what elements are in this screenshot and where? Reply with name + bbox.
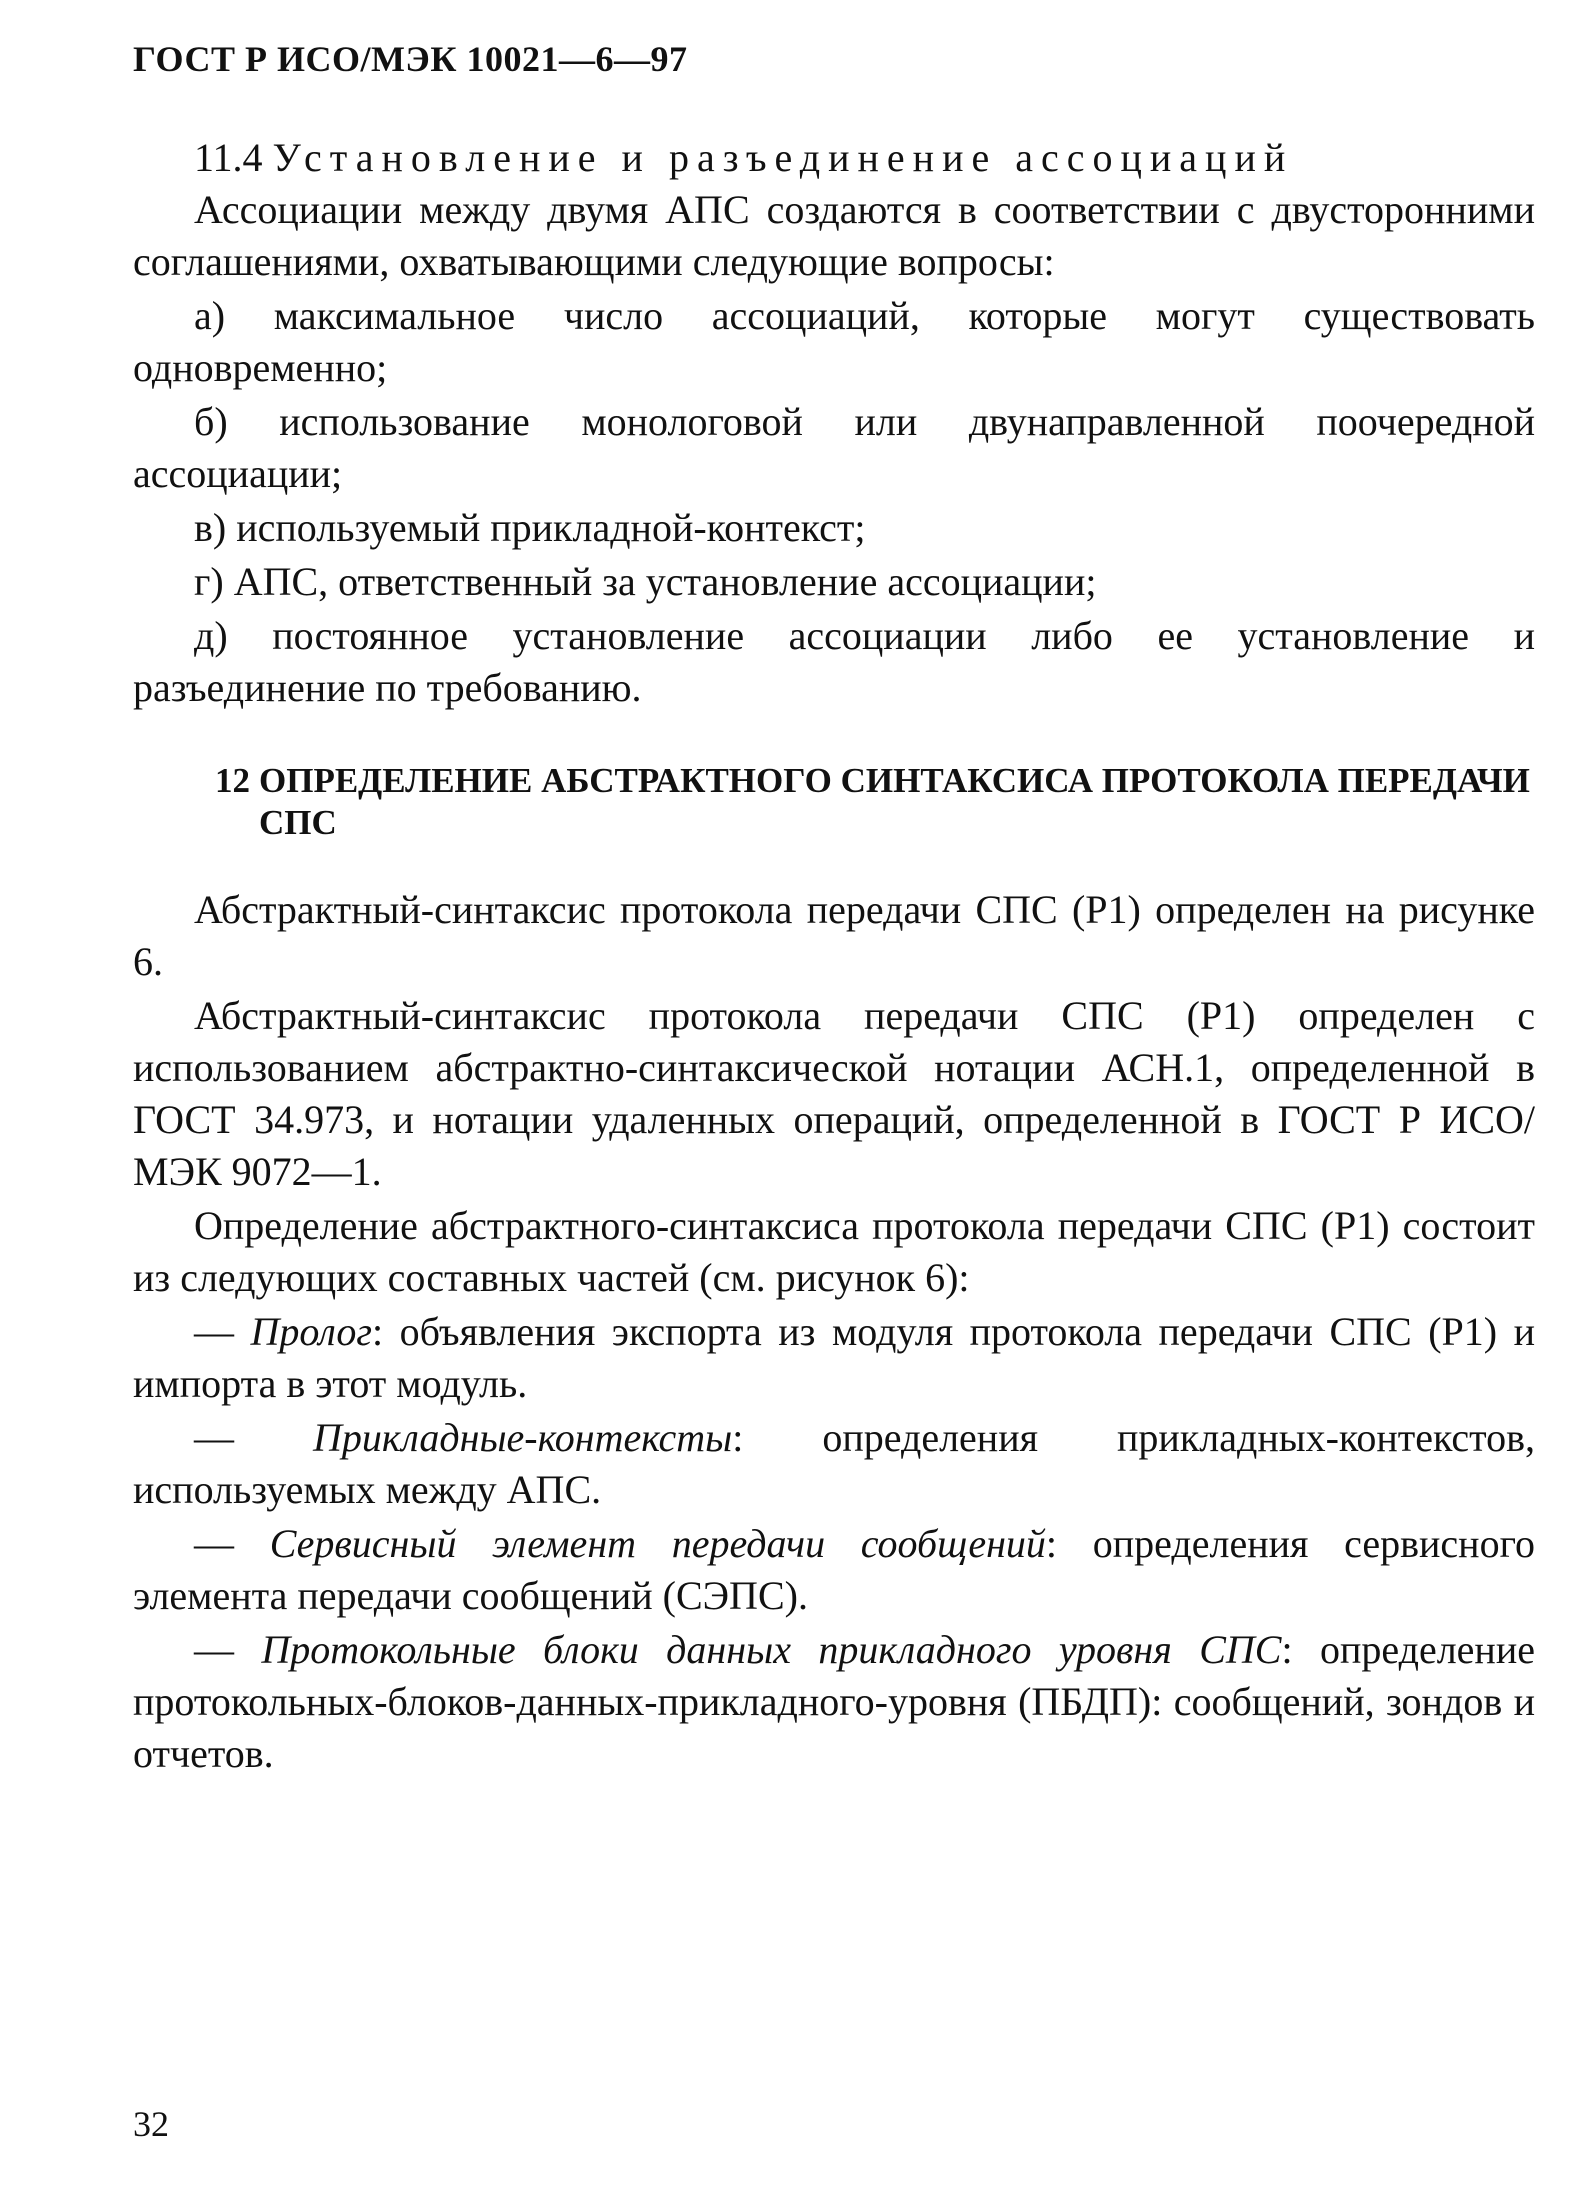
list-item-v: в) используемый прикладной-контекст; — [194, 505, 866, 550]
component-prolog-text: : объявления экспорта из модуля протокола передачи СПС (Р1) и импорта в этот модуль. — [133, 1309, 1536, 1406]
subsection-number: 11.4 — [194, 135, 263, 180]
page-number: 32 — [133, 2104, 169, 2144]
main-text — [133, 132, 1535, 1782]
dash: — — [194, 1521, 234, 1566]
subsection-intro: Ассоциации между двумя АПС создаются в соответствии с двусторонними соглашениями, охватывающими следующие вопросы: — [133, 187, 1535, 284]
list-item-a: а) максимальное число ассоциаций, которые могут существовать одновременно; — [133, 293, 1535, 390]
dash: — — [194, 1415, 234, 1460]
paragraph-figure-reference: Абстрактный-синтаксис протокола передачи СПС (Р1) определен на рисунке 6. — [133, 887, 1535, 984]
component-application-contexts — [133, 1412, 1535, 1516]
section-number: 12 — [215, 761, 250, 800]
component-apdu-text: : определение протокольных-блоков-данных-прикладного-уровня (ПБДП): сообщений, зондов и отчетов. — [133, 1627, 1535, 1776]
component-apdu — [133, 1624, 1535, 1780]
dash: — — [194, 1627, 234, 1672]
list-item-g: г) АПС, ответственный за установление ассоциации; — [194, 559, 1097, 604]
component-prolog — [133, 1306, 1535, 1410]
subsection-heading-11-4 — [133, 132, 1535, 184]
term-application-contexts: Прикладные-контексты — [313, 1415, 733, 1460]
term-apdu: Протокольные блоки данных прикладного уровня СПС — [261, 1627, 1282, 1672]
section-heading-12 — [133, 760, 1535, 844]
section-title: ОПРЕДЕЛЕНИЕ АБСТРАКТНОГО СИНТАКСИСА ПРОТОКОЛА ПЕРЕДАЧИ СПС — [259, 761, 1530, 842]
subsection-title: Установление и разъединение ассоциаций — [272, 135, 1294, 180]
list-item-d: д) постоянное установление ассоциации либо ее установление и разъединение по требованию. — [133, 613, 1535, 710]
paragraph-notation: Абстрактный-синтаксис протокола передачи СПС (Р1) определен с использованием абстрактно-синтаксической нотации АСН.1, определенной в ГОСТ 34.973, и нотации удаленных операций, определенной в ГОСТ Р ИСО/МЭК 9072—1. — [133, 993, 1535, 1194]
dash: — — [194, 1309, 234, 1354]
term-prolog: Пролог — [250, 1309, 372, 1354]
component-mtse — [133, 1518, 1535, 1622]
running-header: ГОСТ Р ИСО/МЭК 10021—6—97 — [133, 39, 688, 79]
paragraph-components-intro: Определение абстрактного-синтаксиса протокола передачи СПС (Р1) состоит из следующих составных частей (см. рисунок 6): — [133, 1203, 1535, 1300]
component-mtse-text: : определения сервисного элемента передачи сообщений (СЭПС). — [133, 1521, 1535, 1618]
component-application-contexts-text: : определения прикладных-контекстов, используемых между АПС. — [133, 1415, 1536, 1512]
list-item-b: б) использование монологовой или двунаправленной поочередной ассоциации; — [133, 399, 1535, 496]
term-mtse: Сервисный элемент передачи сообщений — [269, 1521, 1046, 1566]
